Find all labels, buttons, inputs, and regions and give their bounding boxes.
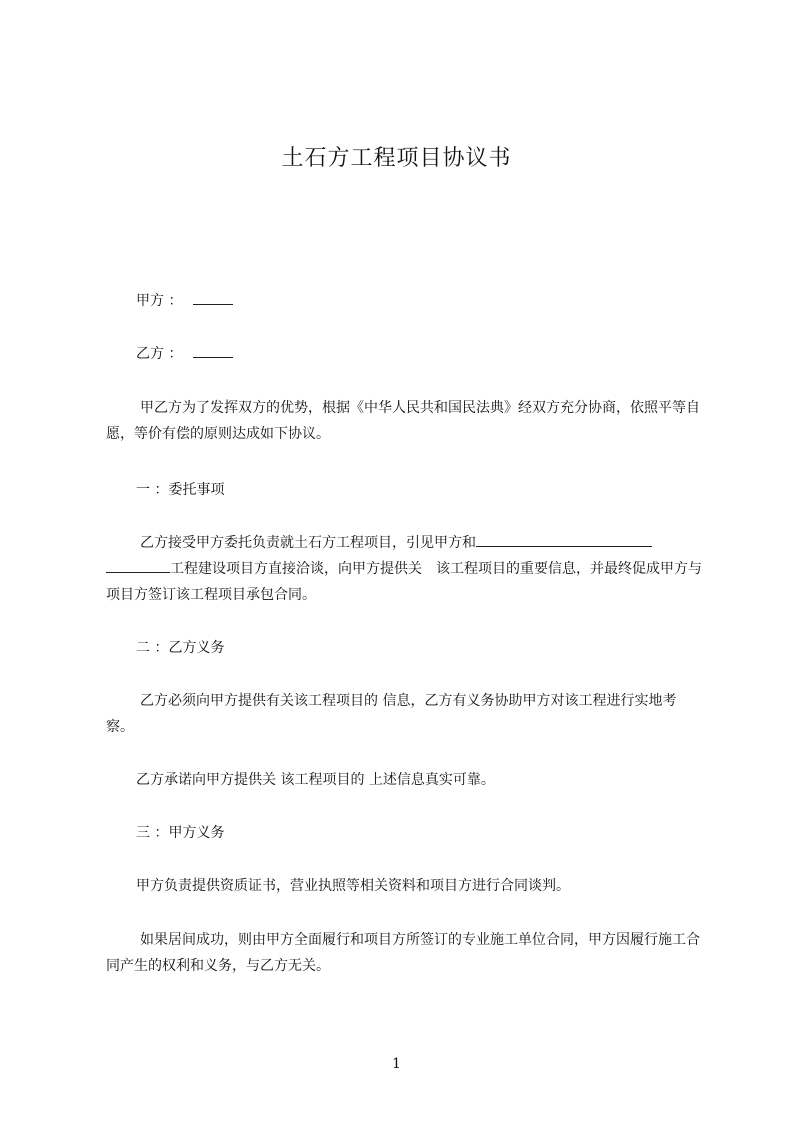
section-1-text-part1: 乙方接受甲方委托负责就土石方工程项目，引见甲方和 <box>140 535 476 551</box>
preamble-paragraph <box>106 395 702 447</box>
section-1-paragraph <box>106 530 702 608</box>
section-2-heading: 二 ：乙方义务 <box>136 640 225 656</box>
section-2-text-1: 乙方必须向甲方提供有关该工程项目的 信息，乙方有义务协助甲方对该工程进行实地考察。 <box>106 693 677 735</box>
section-3-heading: 三 ：甲方义务 <box>136 825 225 841</box>
party-b-label: 乙方 ： <box>136 346 183 362</box>
party-b-line <box>136 343 701 365</box>
party-a-blank <box>193 290 233 305</box>
party-b-blank <box>193 343 233 358</box>
section-1-text-part2: 工程建设项目方直接洽谈，向甲方提供关 该工程项目的重要信息，并最终促成甲方与项目方签订该工程项目承包合同。 <box>106 561 702 603</box>
project-party-blank-continued <box>106 558 170 573</box>
section-2-paragraph-1 <box>106 688 702 740</box>
document-title: 土石方工程项目协议书 <box>281 146 512 171</box>
section-3-text-2: 如果居间成功，则由甲方全面履行和项目方所签订的专业施工单位合同，甲方因履行施工合同产生的权利和义务，与乙方无关。 <box>106 932 700 974</box>
project-party-blank <box>476 532 652 547</box>
section-3-paragraph-1: 甲方负责提供资质证书，营业执照等相关资料和项目方进行合同谈判。 <box>136 878 570 894</box>
preamble-text: 甲乙方为了发挥双方的优势，根据《中华人民共和国民法典》经双方充分协商，依照平等自愿，等价有偿的原则达成如下协议。 <box>106 400 700 442</box>
party-a-line <box>136 290 701 312</box>
section-2-paragraph-2: 乙方承诺向甲方提供关 该工程项目的 上述信息真实可靠。 <box>136 772 495 788</box>
section-1-heading: 一 ：委托事项 <box>136 482 225 498</box>
party-a-label: 甲方 ： <box>136 293 183 309</box>
section-3-paragraph-2 <box>106 927 702 979</box>
page-number: 1 <box>392 1056 401 1072</box>
